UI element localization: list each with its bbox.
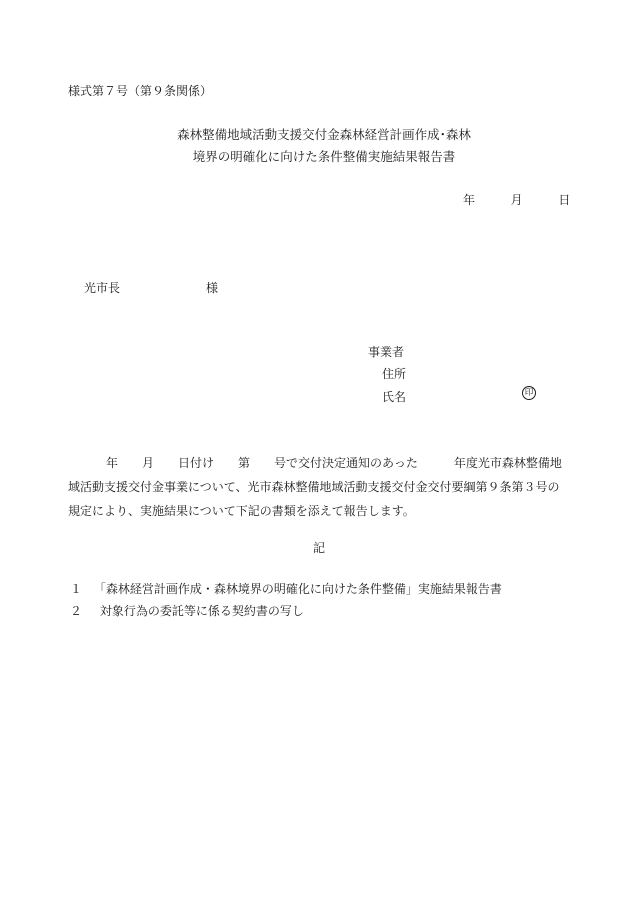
list-item [70, 582, 502, 596]
addressee-name: 光市長 [84, 281, 121, 295]
body-line-2: 域活動支援交付金事業について、光市森林整備地域活動支援交付金交付要綱第９条第３号の [68, 480, 560, 494]
addressee [84, 281, 218, 295]
date-day: 日 [558, 193, 571, 207]
document-title-line-2: 境界の明確化に向けた条件整備実施結果報告書 [192, 149, 456, 164]
sender-name-label: 氏名 [382, 390, 407, 404]
list-item-text: 「森林経営計画作成・森林境界の明確化に向けた条件整備」実施結果報告書 [93, 582, 502, 596]
document-title-line-1: 森林整備地域活動支援交付金森林経営計画作成･森林 [177, 127, 471, 142]
seal-mark: 印 [522, 386, 536, 400]
list-item-text: 対象行為の委託等に係る契約書の写し [99, 604, 304, 618]
sender-address-label: 住所 [382, 367, 407, 381]
date-month: 月 [510, 193, 523, 207]
addressee-honorific: 様 [206, 281, 219, 295]
date-line [463, 193, 570, 207]
body-paragraph [68, 451, 576, 523]
body-line-1: 年 月 日付け 第 号で交付決定通知のあった 年度光市森林整備地 [106, 456, 562, 470]
list-item-number: ２ [70, 604, 83, 618]
list-item [70, 604, 304, 618]
sender-heading: 事業者 [368, 345, 405, 359]
date-year: 年 [463, 193, 476, 207]
body-line-3: 規定により、実施結果について下記の書類を添えて報告します。 [68, 504, 415, 518]
list-item-number: １ [70, 582, 83, 596]
ki-heading: 記 [312, 541, 325, 555]
form-number: 様式第７号（第９条関係） [68, 84, 213, 98]
